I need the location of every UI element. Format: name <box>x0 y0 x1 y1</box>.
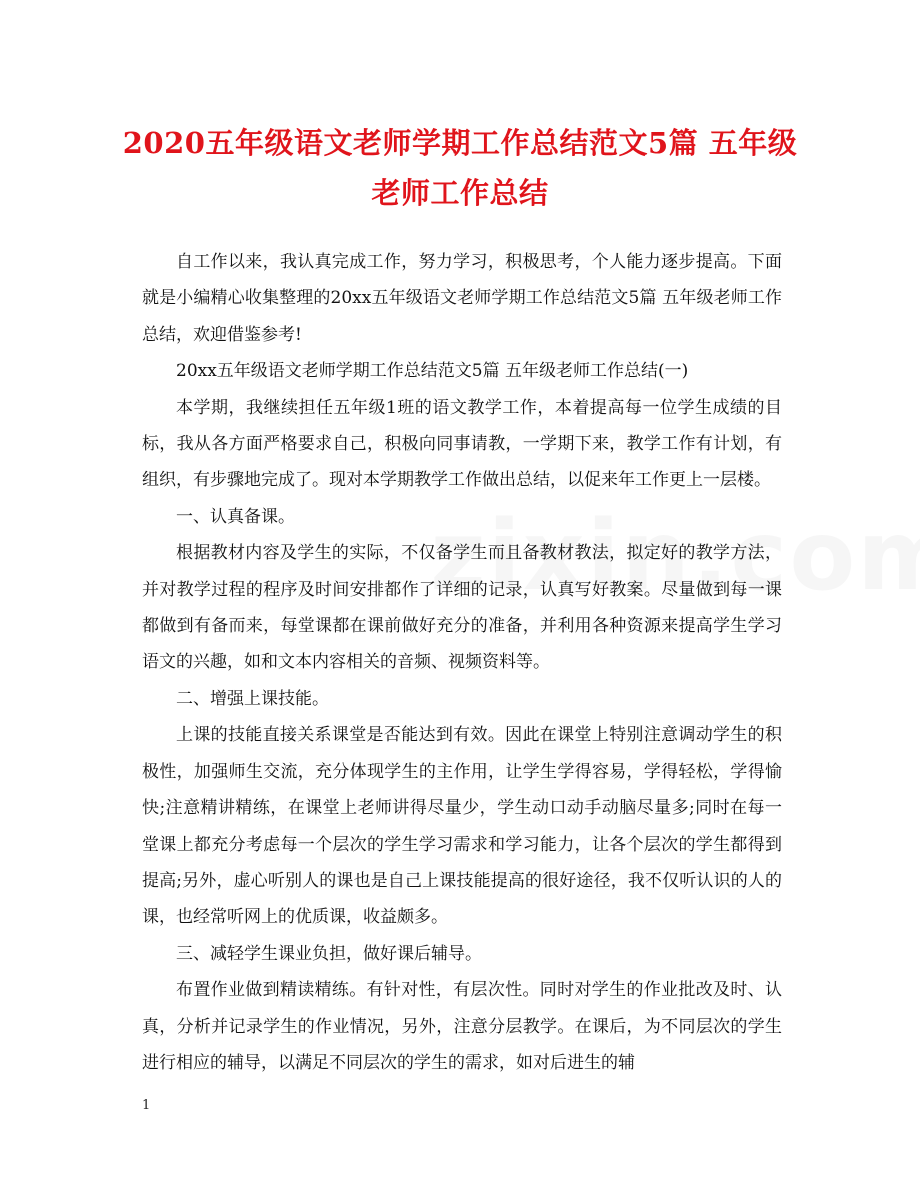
paragraph-intro: 自工作以来，我认真完成工作，努力学习，积极思考，个人能力逐步提高。下面就是小编精心收集整理的20xx五年级语文老师学期工作总结范文5篇 五年级老师工作总结，欢迎借鉴参考! <box>142 252 782 345</box>
document-body <box>142 244 782 1081</box>
section-heading: 二、增强上课技能。 <box>176 688 329 709</box>
page-number: 1 <box>142 1098 151 1113</box>
section-heading: 一、认真备课。 <box>176 506 295 527</box>
paragraph: 根据教材内容及学生的实际，不仅备学生而且备教材教法，拟定好的教学方法，并对教学过程的程序及时间安排都作了详细的记录，认真写好教案。尽量做到每一课都做到有备而来，每堂课都在课前做好充分的准备，并利用各种资源来提高学生学习语文的兴趣，如和文本内容相关的音频、视频资料等。 <box>142 543 782 673</box>
paragraph: 上课的技能直接关系课堂是否能达到有效。因此在课堂上特别注意调动学生的积极性，加强师生交流，充分体现学生的主作用，让学生学得容易，学得轻松，学得愉快;注意精讲精练，在课堂上老师讲得尽量少，学生动口动手动脑尽量多;同时在每一堂课上都充分考虑每一个层次的学生学习需求和学习能力，让各个层次的学生都得到提高;另外，虚心听别人的课也是自己上课技能提高的很好途径，我不仅听认识的人的课，也经常听网上的优质课，收益颇多。 <box>142 725 782 928</box>
document-title: 2020五年级语文老师学期工作总结范文5篇 五年级老师工作总结 <box>122 126 798 210</box>
paragraph: 本学期，我继续担任五年级1班的语文教学工作，本着提高每一位学生成绩的目标，我从各方面严格要求自己，积极向同事请教，一学期下来，教学工作有计划，有组织，有步骤地完成了。现对本学期教学工作做出总结，以促来年工作更上一层楼。 <box>142 397 782 491</box>
paragraph: 布置作业做到精读精练。有针对性，有层次性。同时对学生的作业批改及时、认真，分析并记录学生的作业情况，另外，注意分层教学。在课后，为不同层次的学生进行相应的辅导，以满足不同层次的学生的需求，如对后进生的辅 <box>142 980 782 1073</box>
paragraph-subheading: 20xx五年级语文老师学期工作总结范文5篇 五年级老师工作总结(一) <box>176 361 689 382</box>
section-heading: 三、减轻学生课业负担，做好课后辅导。 <box>176 943 482 964</box>
